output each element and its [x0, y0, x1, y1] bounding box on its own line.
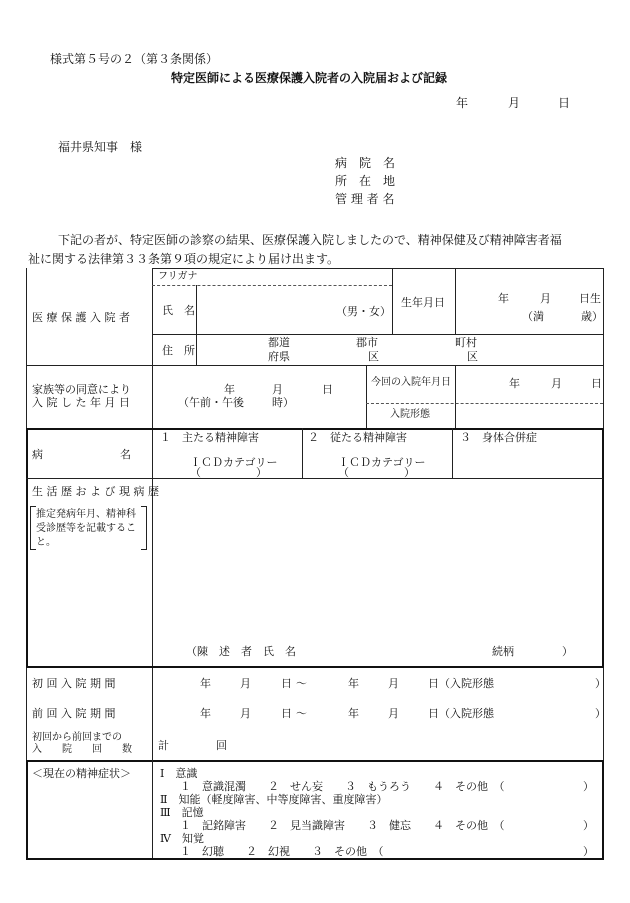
history-note-3: と。: [36, 537, 56, 548]
prev-form: 日（入院形態: [428, 707, 494, 720]
disease-label: 病 名: [32, 448, 131, 461]
consciousness-head: Ⅰ 意識: [160, 767, 198, 780]
disease-top-border: [26, 428, 604, 430]
periods-left-border: [26, 668, 27, 760]
dob-year: 年: [498, 292, 509, 305]
intro-line-2: 祉に関する法律第３３条第９項の規定により届け出ます。: [28, 252, 340, 266]
first-close: ）: [595, 677, 606, 690]
patient-bottom-line: [26, 365, 603, 366]
narrator-label: （陳 述 者 氏 名: [186, 645, 296, 658]
pref-top: 都道: [268, 336, 290, 349]
count-total: 計: [158, 739, 169, 752]
first-form: 日（入院形態: [428, 677, 494, 690]
prev-m2: 月: [388, 707, 399, 720]
location-label: 所 在 地: [335, 174, 396, 188]
narrator-close: ）: [562, 645, 573, 658]
prev-close: ）: [595, 707, 606, 720]
disease-divider-1: [302, 428, 303, 478]
dob-month: 月: [540, 292, 551, 305]
icd-category-1: ＩＣＤカテゴリー: [190, 456, 278, 469]
city-top: 郡市: [356, 336, 378, 349]
manager-label: 管 理 者 名: [335, 192, 395, 206]
count-label-1: 初回から前回までの: [32, 732, 122, 743]
consciousness-close: ）: [583, 780, 594, 793]
consent-divider: [366, 365, 367, 428]
date-day: 日: [558, 96, 571, 110]
sex-field: （男・女）: [336, 305, 391, 318]
history-note-1: 推定発病年月、精神科: [36, 509, 136, 520]
memory-items: １ 記銘障害 ２ 見当識障害 ３ 健忘 ４ その他 （: [180, 819, 505, 832]
age-open: （満: [522, 310, 544, 323]
current-day: 日: [591, 377, 602, 390]
physical-complication: ３ 身体合併症: [460, 431, 537, 444]
name-label-divider: [196, 285, 197, 365]
city-bottom: 区: [368, 350, 379, 363]
first-y1: 年: [200, 677, 211, 690]
form-number: 様式第５号の２（第３条関係）: [50, 52, 219, 66]
consent-day: 日: [322, 383, 333, 396]
history-left-border: [26, 428, 28, 668]
prev-y2: 年: [348, 707, 359, 720]
addressee: 福井県知事 様: [58, 140, 143, 154]
current-date-divider: [455, 365, 456, 428]
relation-label: 続柄: [492, 645, 514, 658]
page-title: 特定医師による医療保護入院者の入院届および記録: [171, 71, 448, 85]
consent-hour: 時）: [272, 396, 294, 409]
perception-items: １ 幻聴 ２ 幻視 ３ その他 （: [180, 845, 384, 858]
icd-category-2: ＩＣＤカテゴリー: [338, 456, 426, 469]
dob-right-divider: [455, 268, 456, 334]
prev-d1: 日: [281, 707, 292, 720]
symptoms-label: ＜現在の精神症状＞: [32, 767, 131, 780]
count-times: 回: [216, 739, 227, 752]
history-bottom-border: [26, 666, 604, 668]
consent-month: 月: [272, 383, 283, 396]
dob-left-divider: [392, 268, 393, 334]
consent-year: 年: [224, 383, 235, 396]
prev-tilde: ～: [296, 707, 307, 720]
date-month: 月: [508, 96, 521, 110]
current-year: 年: [509, 377, 520, 390]
patient-section-label: 医 療 保 護 入 院 者: [32, 311, 130, 324]
consent-ampm: （午前・午後: [178, 396, 244, 409]
icd-paren-2: （ ）: [338, 466, 415, 479]
prev-admission-label: 前 回 入 院 期 間: [32, 707, 116, 720]
count-label-2: 入 院 回 数: [32, 744, 132, 755]
address-label: 住 所: [162, 344, 195, 357]
dob-day: 日生: [579, 292, 601, 305]
name-label: 氏 名: [162, 304, 195, 317]
dob-label: 生年月日: [401, 296, 445, 309]
memory-head: Ⅲ 記憶: [160, 806, 204, 819]
intro-line-1: 下記の者が、特定医師の診察の結果、医療保護入院しましたので、精神保健及び精神障害者福: [58, 233, 562, 247]
town-top: 町村: [455, 336, 477, 349]
consent-label-1: 家族等の同意により: [32, 383, 131, 396]
symptoms-right-border: [602, 760, 604, 860]
pref-bottom: 府県: [268, 350, 290, 363]
first-tilde: ～: [296, 677, 307, 690]
address-top-line: [152, 334, 603, 335]
table-top-border: [152, 268, 603, 269]
table-right-border: [603, 268, 604, 428]
symptoms-label-divider: [152, 760, 153, 858]
consent-label-2: 入 院 し た 年 月 日: [32, 396, 130, 409]
prev-y1: 年: [200, 707, 211, 720]
date-year: 年: [456, 96, 469, 110]
prev-m1: 月: [240, 707, 251, 720]
admission-form-label: 入院形態: [390, 409, 430, 420]
icd-paren-1: （ ）: [190, 466, 267, 479]
perception-close: ）: [583, 845, 594, 858]
perception-head: Ⅳ 知覚: [160, 832, 204, 845]
current-month: 月: [551, 377, 562, 390]
hospital-name-label: 病 院 名: [335, 156, 396, 170]
table-left-border: [26, 268, 27, 428]
symptoms-top-border: [26, 760, 604, 762]
symptoms-bottom-border: [26, 858, 604, 860]
furigana-divider: [152, 285, 392, 286]
periods-label-divider: [152, 668, 153, 760]
disease-divider-2: [452, 428, 453, 478]
symptoms-left-border: [26, 760, 28, 860]
history-note-2: 受診歴等を記載するこ: [36, 523, 136, 534]
note-bracket-right: [141, 506, 147, 550]
town-bottom: 区: [467, 350, 478, 363]
disease-bottom-line: [26, 478, 603, 479]
history-label: 生 活 歴 お よ び 現 病 歴: [32, 485, 159, 498]
main-disorder: １ 主たる精神障害: [160, 431, 259, 444]
first-m1: 月: [240, 677, 251, 690]
form-divider: [366, 403, 603, 404]
memory-close: ）: [583, 819, 594, 832]
furigana-label: フリガナ: [158, 271, 198, 282]
label-column-divider: [152, 268, 153, 668]
current-date-label: 今回の入院年月日: [371, 377, 451, 388]
age-close: 歳）: [581, 310, 603, 323]
first-m2: 月: [388, 677, 399, 690]
first-admission-label: 初 回 入 院 期 間: [32, 677, 116, 690]
first-y2: 年: [348, 677, 359, 690]
history-right-border: [602, 428, 604, 668]
intelligence-head: Ⅱ 知能（軽度障害、中等度障害、重度障害）: [160, 793, 388, 806]
sub-disorder: ２ 従たる精神障害: [308, 431, 407, 444]
consciousness-items: １ 意識混濁 ２ せん妄 ３ もうろう ４ その他 （: [180, 780, 505, 793]
first-d1: 日: [281, 677, 292, 690]
